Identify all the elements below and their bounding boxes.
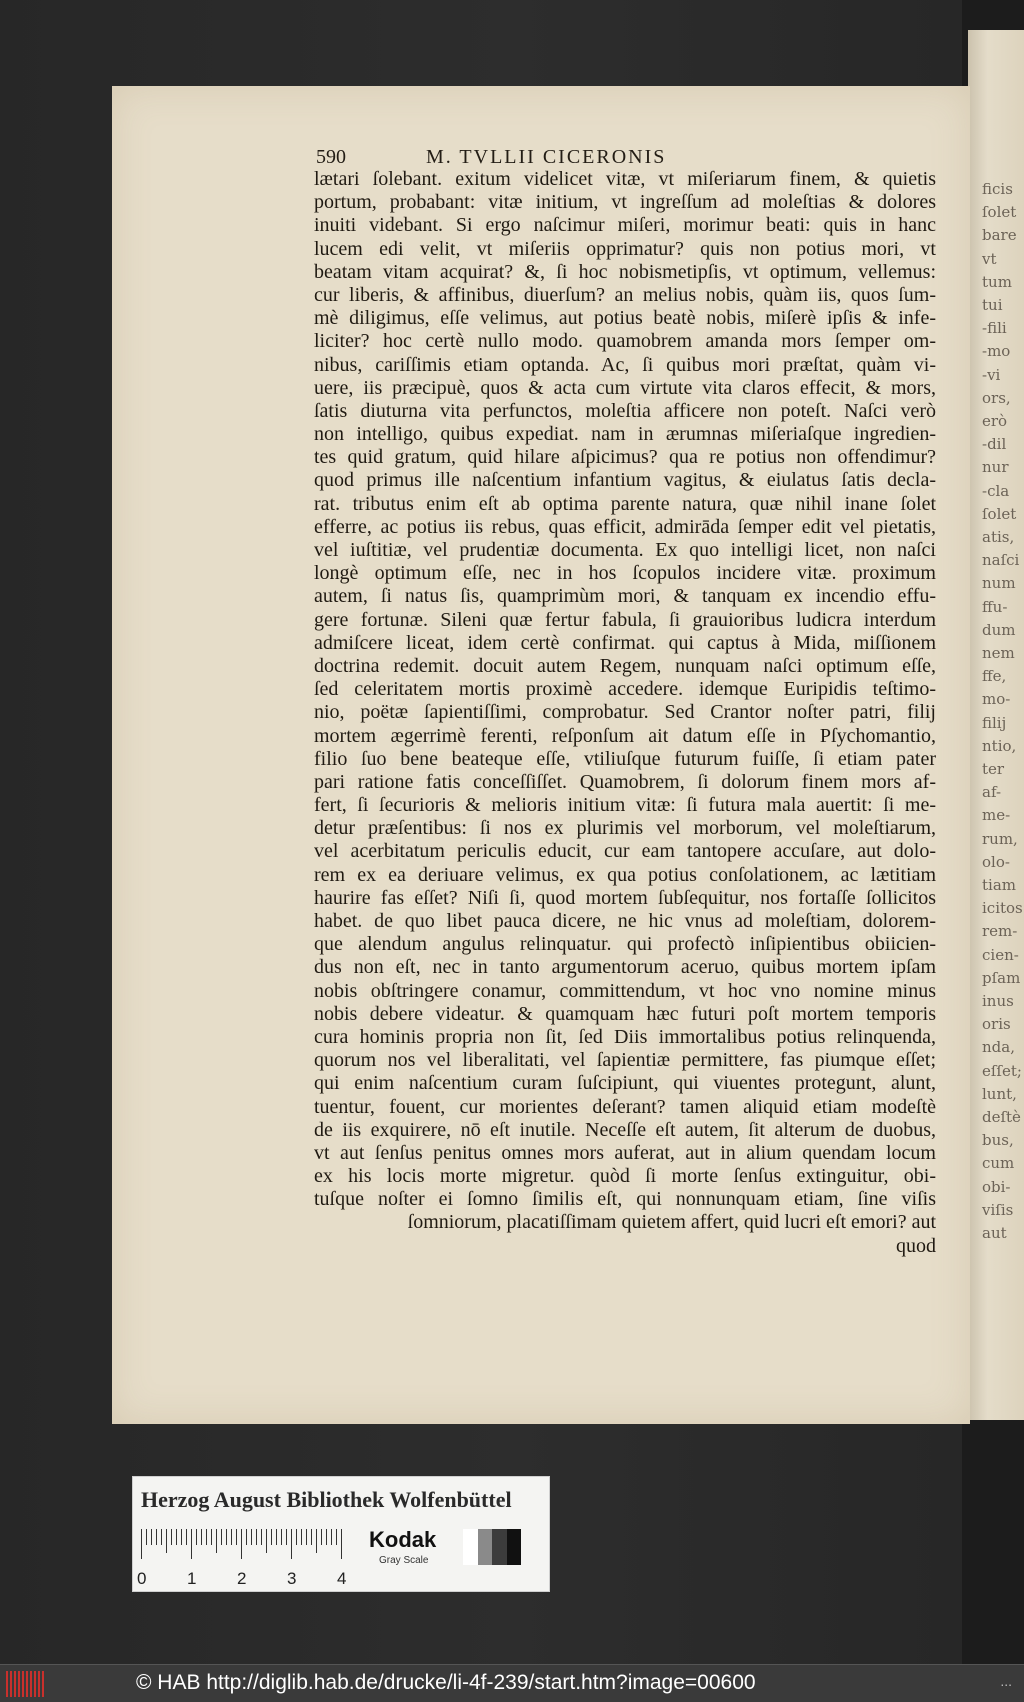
ruler-tick <box>221 1529 222 1545</box>
text-line: haurire fas eſſet? Niſi ſi, quod mortem ſubſequitur, nos fortaſſe ſollicitos <box>314 886 936 909</box>
adjacent-page-fragment: ſolet <box>982 504 1017 523</box>
text-line: mortem ægerrimè ferenti, reſponſum ait datum eſſe in Pſychomantio, <box>314 724 936 747</box>
ruler-tick <box>181 1529 182 1545</box>
text-line: lætari ſolebant. exitum videlicet vitæ, vt miſeriarum finem, & quietis <box>314 168 936 190</box>
ruler-tick <box>236 1529 237 1545</box>
adjacent-page-fragment: ors, <box>982 388 1011 407</box>
adjacent-page-fragment: inus <box>982 992 1014 1010</box>
text-line: detur præſentibus: ſi nos ex plurimis vel morborum, vel moleſtiarum, <box>314 817 936 840</box>
ruler-tick <box>216 1529 217 1553</box>
text-line: tes quid gratum, quid hilare aſpicimus? qua re potius non offendimur? <box>314 446 936 469</box>
copyright-url[interactable]: © HAB http://diglib.hab.de/drucke/li-4f-239/start.htm?image=00600 <box>136 1671 756 1694</box>
ruler-tick <box>326 1529 327 1545</box>
adjacent-page-fragment: ffu- <box>982 597 1008 616</box>
ruler-tick <box>176 1529 177 1545</box>
text-line: uere, iis præcipuè, quos & acta cum virtute vita claros effecit, & mors, <box>314 376 936 399</box>
text-line: inuiti videbant. Si ergo naſcimur miſeri, morimur beati: quis in hanc <box>314 214 936 237</box>
adjacent-page-fragment: nem <box>982 644 1015 662</box>
adjacent-page-fragment: -mo <box>982 342 1011 361</box>
hab-logo-icon <box>6 1671 46 1697</box>
text-line: pari ratione fatis conceſſiſſet. Quamobrem, ſi dolorum finem mors af- <box>314 770 936 793</box>
catchword: quod <box>896 1234 936 1257</box>
adjacent-page-fragment: lunt, <box>982 1084 1017 1103</box>
adjacent-page-fragment: olo- <box>982 852 1010 871</box>
adjacent-page-fragment: mo- <box>982 690 1011 709</box>
adjacent-page-fragment: icitos <box>982 899 1023 918</box>
ruler-number: 2 <box>237 1569 247 1588</box>
text-line: qui enim naſcentium curam ſuſcipiunt, qui viuentes protegunt, alunt, <box>314 1072 936 1095</box>
library-name: Herzog August Bibliothek Wolfenbüttel <box>141 1487 512 1512</box>
adjacent-page-fragment: rem- <box>982 922 1018 941</box>
ruler-tick <box>296 1529 297 1545</box>
text-line: beatam vitam acquirat? &, ſi hoc nobismetipſis, vt optimum, vellemus: <box>314 260 936 283</box>
kodak-logo: Kodak <box>369 1527 437 1552</box>
text-line: lucem edi velit, vt miſeriis opprimatur? quis non potius mori, vt <box>314 237 936 260</box>
adjacent-page-fragment: erò <box>982 412 1008 430</box>
ruler-tick <box>151 1529 152 1545</box>
ruler-tick <box>231 1529 232 1545</box>
text-line: tuentur, fouent, cur morientes deſerant? tamen aliquid etiam modeſtè <box>314 1095 936 1118</box>
ruler-tick <box>141 1529 142 1559</box>
ruler-tick <box>241 1529 242 1559</box>
footer-bar <box>0 1664 1024 1702</box>
adjacent-page-fragment: -fili <box>982 319 1007 338</box>
ruler-tick <box>156 1529 157 1545</box>
text-line: nio, poëtæ ſapientiſſimi, comprobatur. Sed Crantor noſter patri, filij <box>314 701 936 724</box>
ruler-tick <box>331 1529 332 1545</box>
text-line: longè optimum eſſe, nec in hos ſcopulos incidere vitæ. proximum <box>314 562 936 585</box>
ruler-number: 0 <box>137 1569 147 1588</box>
ruler-number: 3 <box>287 1569 297 1588</box>
ruler-number: 1 <box>187 1569 197 1588</box>
adjacent-page-fragment: nda, <box>982 1038 1015 1057</box>
gray-scale-label: Gray Scale <box>379 1555 429 1566</box>
adjacent-page-fragment: -vi <box>982 365 1001 384</box>
adjacent-page-fragment: pſam <box>982 968 1021 987</box>
text-line: liciter? hoc certè nullo modo. quamobrem amanda mors ſemper om- <box>314 330 936 353</box>
adjacent-page-fragment: tiam <box>982 876 1016 894</box>
adjacent-page-fragment: ntio, <box>982 736 1017 755</box>
ruler-tick <box>301 1529 302 1545</box>
text-line: rem ex ea deriuare velimus, ex qua potius conſolationem, ac lætitiam <box>314 863 936 886</box>
ruler-tick <box>211 1529 212 1545</box>
adjacent-page-fragment: tui <box>982 296 1003 314</box>
text-line: filio ſuo bene beateque eſſe, vtiliuſque futurum fuiſſe, ſi etiam pater <box>314 747 936 770</box>
text-line: de iis exquirere, nō eſt inutile. Neceſſe eſt autem, ſit alterum de duobus, <box>314 1118 936 1141</box>
adjacent-page-fragment: viſis <box>982 1200 1014 1219</box>
adjacent-page-fragment: -cla <box>982 481 1010 500</box>
ruler-number: 4 <box>337 1569 347 1588</box>
ruler-tick <box>246 1529 247 1545</box>
text-line: ſatis diuturna vita perfunctos, moleſtia afficere non poteſt. Naſci verò <box>314 399 936 422</box>
adjacent-page-edge <box>968 30 1024 1420</box>
text-line: vt aut ſenſus penitus omnes mors auferat, aut in alium quendam locum <box>314 1141 936 1164</box>
body-text <box>314 168 936 1258</box>
running-title: M. TVLLII CICERONIS <box>426 146 667 168</box>
adjacent-page-fragment: tum <box>982 272 1012 291</box>
ruler-tick <box>271 1529 272 1545</box>
ruler-tick <box>306 1529 307 1545</box>
adjacent-page-fragment: naſci <box>982 551 1020 570</box>
text-line: nobis debere videatur. & quamquam hæc futuri poſt mortem temporis <box>314 1002 936 1025</box>
text-line: nobis obſtringere conamur, committendum, vt hoc vno nomine minus <box>314 979 936 1002</box>
ruler-tick <box>196 1529 197 1545</box>
adjacent-page-fragment: ter <box>982 760 1005 778</box>
adjacent-page-fragment: obi- <box>982 1177 1011 1196</box>
text-line: non intelligo, quibus expediat. nam in ærumnas miſeriaſque ingredien- <box>314 423 936 446</box>
adjacent-page-fragment: deſtè <box>982 1108 1021 1126</box>
adjacent-page-fragment: rum, <box>982 829 1018 848</box>
adjacent-page-fragment: dum <box>982 620 1016 639</box>
ruler-tick <box>146 1529 147 1545</box>
text-line: gere fortunæ. Sileni quæ fertur fabula, ſi grauioribus ludicra interdum <box>314 608 936 631</box>
ruler-tick <box>276 1529 277 1545</box>
adjacent-page-fragment: cien- <box>982 945 1019 964</box>
adjacent-page-fragment: bus, <box>982 1131 1014 1150</box>
text-line: quorum nos vel liberalitati, vel ſapientiæ permittere, fas piumque eſſet; <box>314 1049 936 1072</box>
text-line: rat. tributus enim eſt ab optima parente natura, quæ nihil inane ſolet <box>314 492 936 515</box>
text-line: admiſcere liceat, idem certè confirmat. qui captus à Mida, miſſionem <box>314 631 936 654</box>
text-line: nibus, cariſſimis etiam optanda. Ac, ſi quibus mori præſtat, quàm vi- <box>314 353 936 376</box>
adjacent-page-fragment: num <box>982 574 1016 593</box>
text-line: doctrina redemit. docuit autem Regem, nunquam naſci optimum eſſe, <box>314 654 936 677</box>
adjacent-page-fragment: oris <box>982 1015 1011 1034</box>
text-line: ſed celeritatem mortis proximè accedere. idemque Euripidis teſtimo- <box>314 678 936 701</box>
adjacent-page-fragment: eſſet; <box>982 1061 1022 1080</box>
ruler-tick <box>281 1529 282 1545</box>
adjacent-page-fragment: ficis <box>982 180 1013 198</box>
text-line: que alendum angulus relinquatur. qui profectò inſipientibus obiicien- <box>314 933 936 956</box>
adjacent-page-fragment: -dil <box>982 435 1007 454</box>
ruler-tick <box>266 1529 267 1553</box>
text-line: tuſque noſter ei ſomno ſimilis eſt, qui nonnunquam etiam, ſine viſis <box>314 1188 936 1211</box>
adjacent-page-fragment: nur <box>982 458 1009 477</box>
text-line: ſomniorum, placatiſſimam quietem affert, quid lucri eſt emori? aut <box>407 1211 936 1234</box>
text-line: vel iuſtitiæ, vel prudentiæ documenta. Ex quo intelligi licet, non naſci <box>314 539 936 561</box>
ruler-tick <box>341 1529 342 1559</box>
ruler-tick <box>286 1529 287 1545</box>
text-line: portum, probabant: vitæ initium, vt ingreſſum ad moleſtias & dolores <box>314 191 936 214</box>
page-number: 590 <box>316 146 346 168</box>
adjacent-page-fragment: me- <box>982 806 1011 825</box>
text-line: cura hominis propria non ſit, ſed Diis immortalibus potius relinquenda, <box>314 1025 936 1048</box>
ruler-tick <box>256 1529 257 1545</box>
text-line: vel acerbitatum periculis educit, cur eam tantopere accuſare, aut dolo- <box>314 840 936 863</box>
text-line: autem, ſi natus ſis, quamprimùm mori, & tanquam ex incendio effu- <box>314 585 936 608</box>
adjacent-page-fragment: af- <box>982 783 1002 802</box>
adjacent-page-fragment: bare <box>982 226 1017 245</box>
adjacent-page-fragment: filij <box>982 713 1007 732</box>
adjacent-page-fragment: aut <box>982 1224 1007 1242</box>
ruler-tick <box>226 1529 227 1545</box>
ruler-tick <box>321 1529 322 1545</box>
adjacent-page-fragment: cum <box>982 1154 1015 1173</box>
text-line: mè diligimus, eſſe velimus, aut potius beatè nobis, miſerè ipſis & infe- <box>314 307 936 330</box>
ruler-tick <box>311 1529 312 1545</box>
ruler-tick <box>171 1529 172 1545</box>
running-head <box>316 146 936 170</box>
text-line: cur liberis, & affinibus, diuerſum? an melius nobis, quàm iis, quos ſum- <box>314 283 936 306</box>
ruler-tick <box>161 1529 162 1545</box>
ruler-tick <box>186 1529 187 1545</box>
adjacent-page-fragment: vt <box>982 249 997 268</box>
text-line: quod primus ille naſcentium infantium vagitus, & eiulatus ſatis decla- <box>314 469 936 492</box>
ruler-tick <box>336 1529 337 1545</box>
ruler-tick <box>191 1529 192 1559</box>
ruler-tick <box>201 1529 202 1545</box>
gray-scale-patch <box>463 1529 521 1565</box>
adjacent-page-fragment: atis, <box>982 528 1015 546</box>
adjacent-page-fragment: ſolet <box>982 203 1017 222</box>
text-line: efferre, ac potius iis rebus, quas efficit, admirāda ſemper edit vel pietatis, <box>314 515 936 538</box>
text-line: ex his locis morte migretur. quòd ſi morte ſenſus extinguitur, obi- <box>314 1165 936 1188</box>
ruler-tick <box>291 1529 292 1559</box>
ruler-tick <box>251 1529 252 1545</box>
ruler-tick <box>316 1529 317 1553</box>
text-line: fert, ſi ſecurioris & melioris initium vitæ: ſi futura mala auertit: ſi me- <box>314 794 936 817</box>
color-calibration-card <box>132 1476 550 1592</box>
adjacent-page-fragment: ffe, <box>982 667 1007 686</box>
ruler-tick <box>206 1529 207 1545</box>
catchword-line <box>314 1235 936 1258</box>
ruler-tick <box>166 1529 167 1553</box>
text-line: dus non eſt, nec in tanto argumentorum aceruo, quibus mortem ipſam <box>314 956 936 979</box>
ruler <box>137 1529 349 1588</box>
ruler-tick <box>261 1529 262 1545</box>
text-line: habet. de quo libet pauca dicere, ne hic vnus ad moleſtiam, dolorem- <box>314 910 936 932</box>
more-dots-icon[interactable]: ... <box>1000 1673 1012 1689</box>
